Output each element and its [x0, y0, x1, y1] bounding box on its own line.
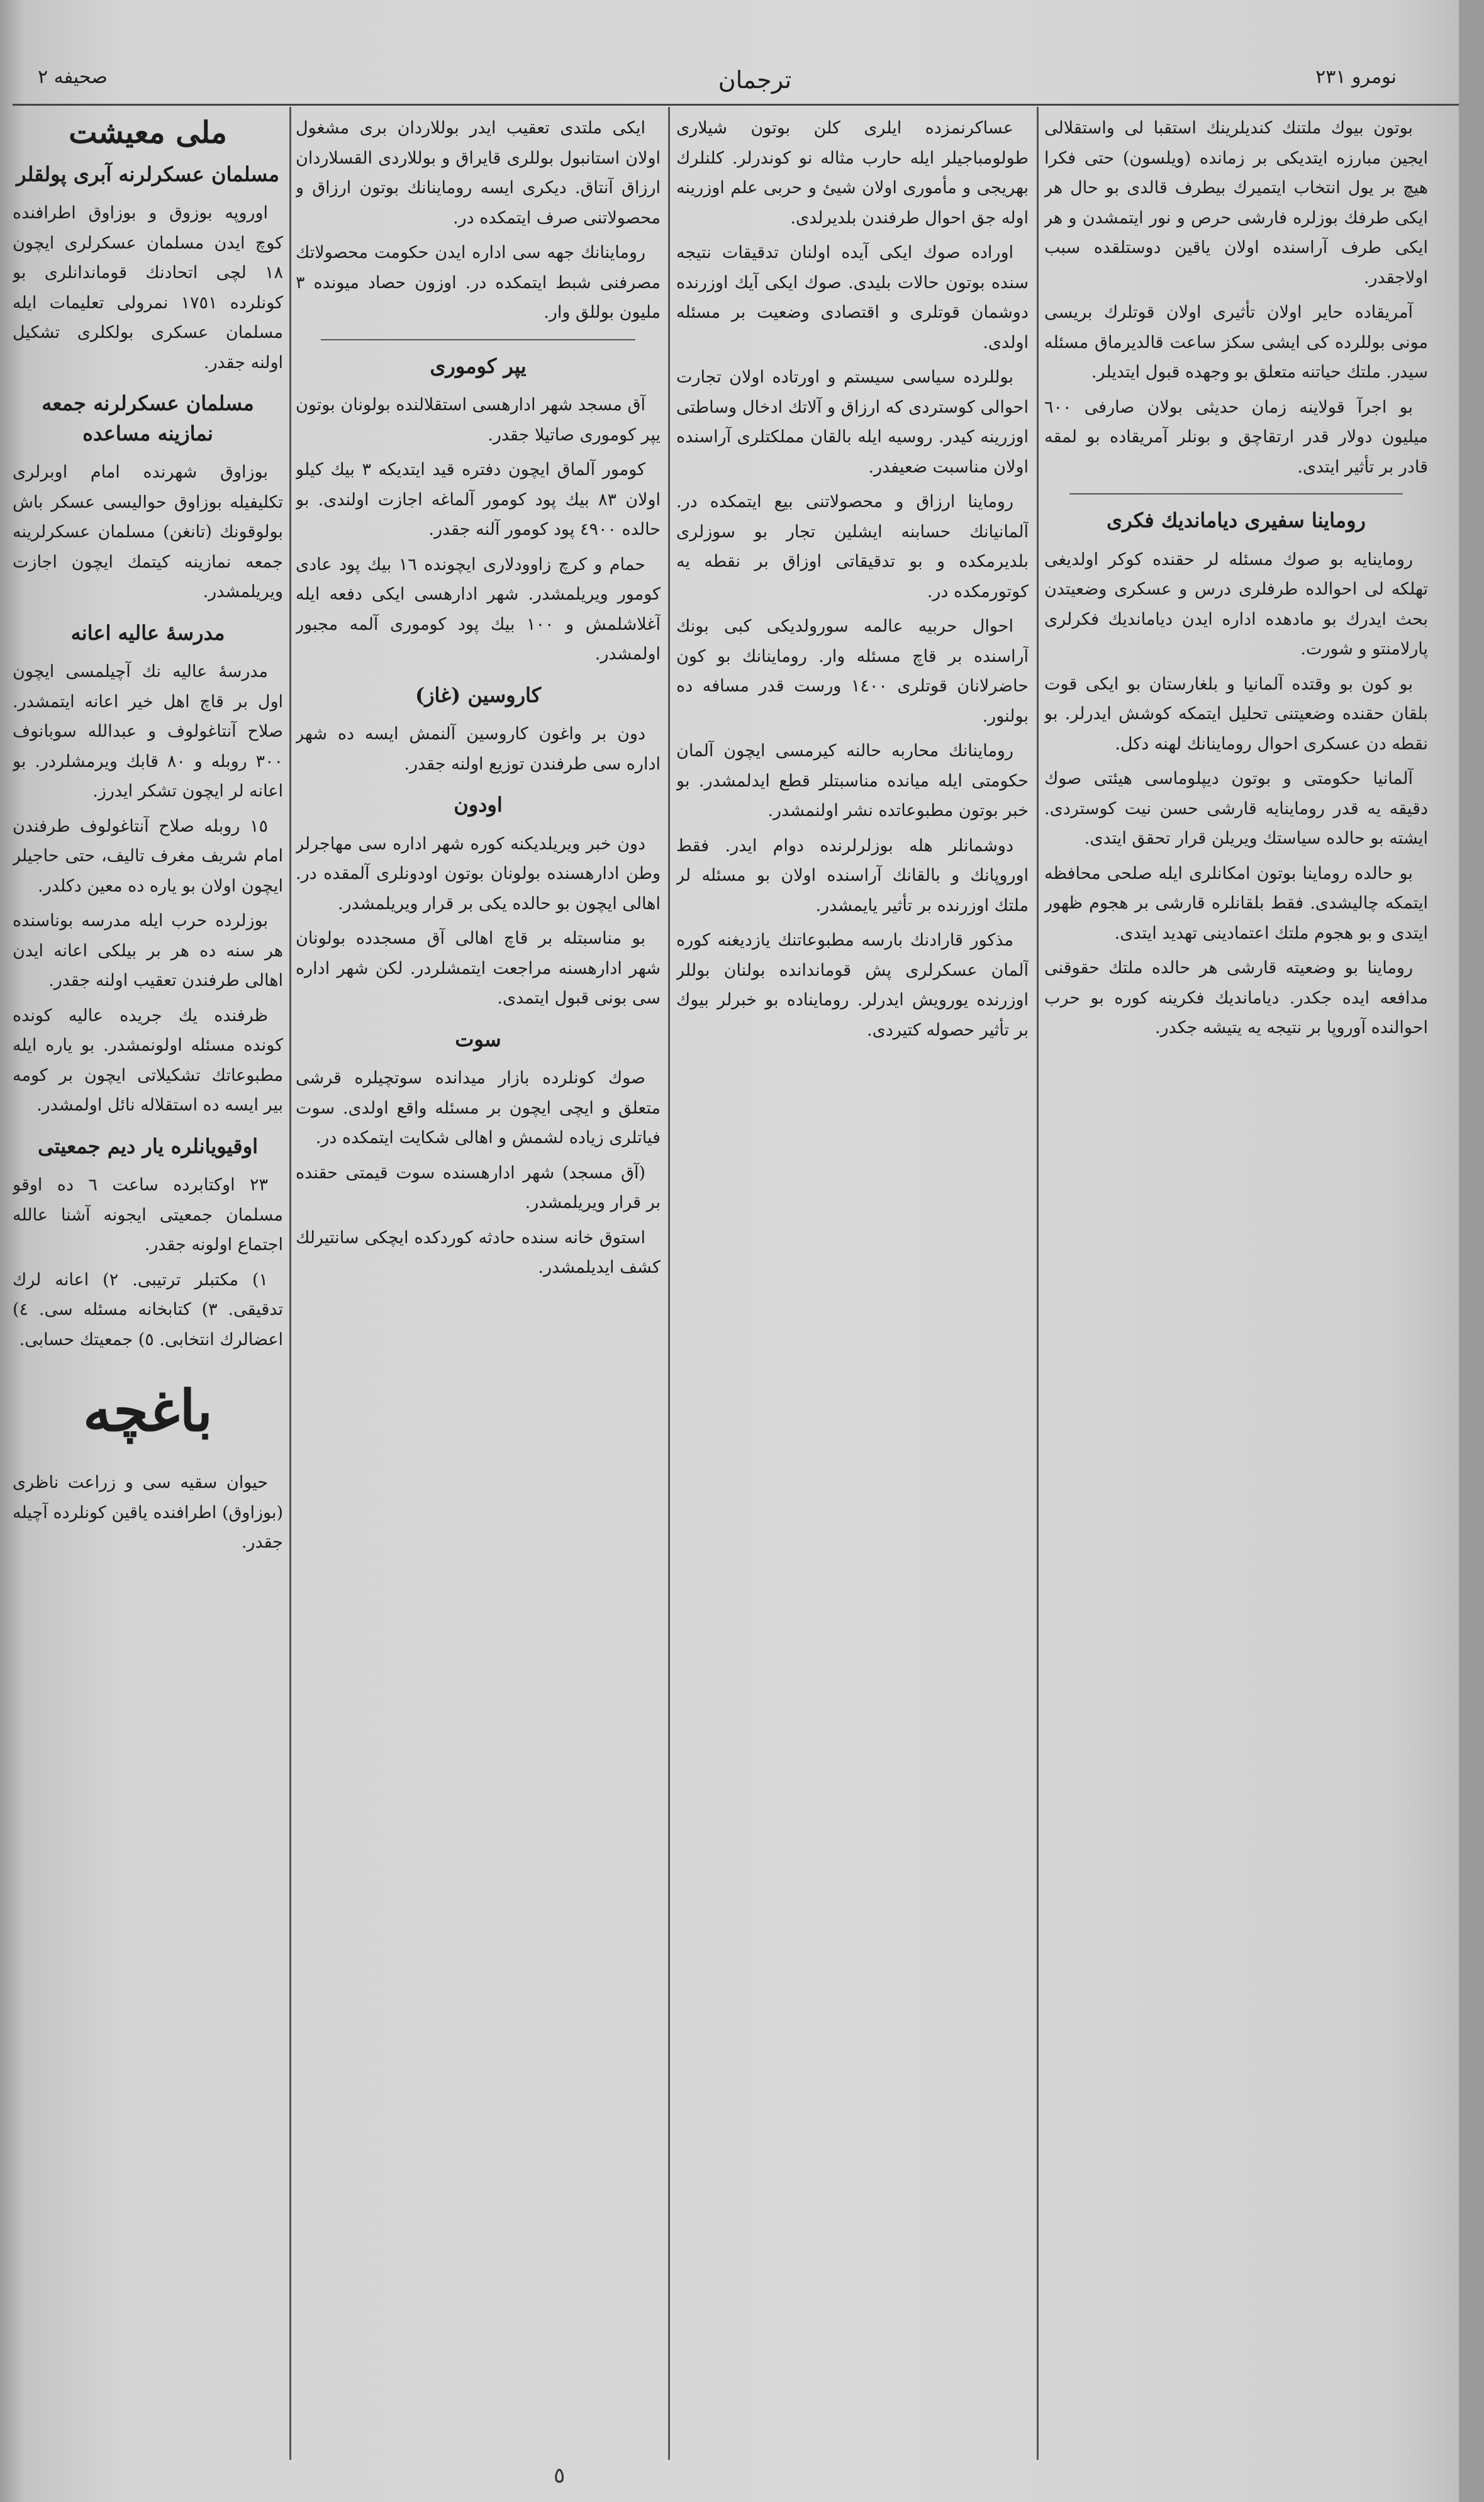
- paragraph: بوللرده سياسى سيستم و اورتاده اولان تجارت احوالى كوستردى كه ارزاق و آلاتك ادخال وساطتى اوزرينه كيدر. روسيه ايله بالقان مملكتلرى آراسنده اولان مناسبت ضعيفدر.: [676, 367, 1029, 477]
- article-heading: مسلمان عسكرلرنه جمعه نمازينه مساعده: [42, 391, 254, 445]
- column-left: [13, 113, 283, 2435]
- paragraph: عساكرنمزده ايلرى كلن بوتون شيلارى طولومباجيلر ايله حارب مثاله نو كوندرلر. كلنلرك بهريجى و مأمورى اولان شيئ و حربى علم اوزرينه اوله جق احوال طرفندن بلديرلدى.: [676, 118, 1029, 228]
- paragraph: استوق خانه سنده حادثه كوردكده ايچكى سانتيرلك كشف ايديلمشدر.: [296, 1227, 661, 1277]
- paragraph: بو مناسبتله بر قاچ اهالى آق مسجدده بولونان شهر ادارهسنه مراجعت ايتمشلردر. لكن شهر اداره سى بونى قبول ايتمدى.: [296, 929, 661, 1008]
- footer-mark: ٥: [554, 2463, 566, 2488]
- paragraph: بوتون بيوك ملتنك كنديلرينك استقبا لى واستقلالى ايجين مبارزه ايتديكى بر زمانده (ويلسون) حتى فكرا هيچ بر يول انتخاب ايتميرك بيطرف قالدى بو حال هر ايكى طرفك بوزلره فارشى حرص و نور ايتمشدن و هر ايكى طرف آراسنده اولان ياقين دوستلقده سبب اولاجقدر.: [1044, 118, 1428, 288]
- paragraph: بو حالده روماينا بوتون امكانلرى ايله صلحى محافظه ايتمكه چاليشدى. فقط بلقانلره قارشى بر هجوم ظهور ايتدى و بو هجوم ملتك اعتمادينى تهديد ايتدى.: [1044, 863, 1428, 943]
- section-title: ملى معيشت: [69, 115, 227, 150]
- paragraph: دوشمانلر هله بوزلرلرنده دوام ايدر. فقط اوروپانك و بالقانك آراسنده اولان بو مسئله لر ملتك اوزرنده بر تأثير يايمشدر.: [676, 835, 1029, 915]
- article-heading: مدرسهٔ عاليه اعانه: [70, 620, 225, 645]
- article-heading: مسلمان عسكرلرنه آبرى پولقلر: [16, 162, 279, 186]
- article-heading: يپر كومورى: [430, 354, 527, 378]
- article-heading: اودون: [454, 793, 503, 817]
- issue-number: نومرو ٢٣١: [1315, 66, 1397, 88]
- page-number-label: صحيفه ٢: [38, 66, 108, 88]
- paragraph: (آق مسجد) شهر ادارهسنده سوت قيمتى حقنده بر قرار ويريلمشدر.: [296, 1163, 661, 1212]
- column-right: [1044, 113, 1428, 2441]
- masthead-rule: [13, 104, 1472, 106]
- paragraph: روماينانك جهه سى اداره ايدن حكومت محصولاتك مصرفنى شبط ايتمكده در. اوزون حصاد ميونده ٣ مليون بوللق وار.: [296, 243, 661, 322]
- paragraph: بو كون بو وقتده آلمانيا و بلغارستان بو ايكى قوت بلقان حقنده وضعيتنى تحليل ايتمكه كوشش ايدرلر. بو نقطه دن عسكرى احوال روماينانك لهنه دكل.: [1044, 674, 1428, 754]
- column-rule: [668, 107, 670, 2460]
- article-heading: سوت: [455, 1027, 501, 1051]
- paragraph: اوراده صوك ايكى آيده اولنان تدقيقات نتيجه سنده بوتون حالات بليدى. صوك ايكى آيك اوزرنده دوشمان قوتلرى و اقتصادى وضعيت بر مسئله اولدى.: [676, 243, 1029, 352]
- paragraph: روماينايه بو صوك مسئله لر حقنده كوكر اولديغى تهلكه لى احوالده طرفلرى درس و عسكرى وضعيتدن بحث ايدرك بو مادهده اداره ايدن ديامانديك فكرلرى پارلامنتو و شورت.: [1044, 549, 1428, 659]
- column-center-right: [676, 113, 1029, 2441]
- section-rule: [1069, 493, 1403, 494]
- newspaper-title: ترجمان: [718, 66, 792, 94]
- paragraph: روماينا ارزاق و محصولاتنى بيع ايتمكده در. آلمانيانك حسابنه ايشلين تجار بو سوزلرى بلديرمكده و بو تدقيقاتى اوزاق بر نقطه يه كوتورمكده در.: [676, 492, 1029, 601]
- paragraph: ظرفنده يك جريده عاليه كونده كونده مسئله اولونمشدر. بو ياره ايله مطبوعاتك تشكيلاتى ايچون بر كومه بير ايسه ده استقلاله نائل اولمشدر.: [13, 1005, 283, 1115]
- page-edge: [1459, 0, 1484, 2502]
- paragraph: آمريقاده حاير اولان تأثيرى اولان قوتلرك بريسى مونى بوللرده كى ايشى سكز ساعت قالديرماق مسئله سيدر. ملتك حياتنه متعلق بو وجهده قبول ايتديلر.: [1044, 303, 1428, 382]
- article-heading: اوقيويانلره يار ديم جمعيتى: [37, 1134, 259, 1158]
- paragraph: كومور آلماق ايچون دفتره قيد ايتديكه ٣ بيك كيلو اولان ٨٣ بيك پود كومور آلماغه اجازت اولندى. بو حالده ٤٩٠٠ پود كومور آلنه جقدر.: [296, 460, 661, 539]
- paragraph: آلمانيا حكومتى و بوتون ديپلوماسى هيئتى صوك دقيقه يه قدر روماينايه قارشى حسن نيت كوستردى. ايشته بو حالده سياستك ويريلن قرار تحقق ايتدى.: [1044, 769, 1428, 848]
- masthead: [13, 60, 1472, 110]
- paragraph: دون بر واغون كاروسين آلنمش ايسه ده شهر اداره سى طرفندن توزيع اولنه جقدر.: [296, 724, 661, 774]
- paragraph: اوروپه بوزوق و بوزاوق اطرافنده كوچ ايدن مسلمان عسكرلرى ايچون ١٨ لچى اتحادنك قوماندانلرى بو كونلرده ١٧٥١ نمرولى تعليمات ايله مسلمان عسكرى بولكلرى تشكيل اولنه جقدر.: [13, 203, 283, 372]
- column-center-left: [296, 113, 661, 2435]
- paragraph: بوزاوق شهرنده امام اوبرلرى تكليفيله بوزاوق حواليسى عسكر باش بولوقونك (تانغن) مسلمان عسكرلرينه جمعه نمازينه كيتمك ايچون اجازت ويريلمشدر.: [13, 462, 283, 601]
- paragraph: حيوان سقيه سى و زراعت ناظرى (بوزاوق) اطرافنده ياقين كونلرده آچيله جقدر.: [13, 1473, 283, 1552]
- column-rule: [1037, 107, 1039, 2460]
- paragraph: آق مسجد شهر ادارهسى استقلالنده بولونان بوتون يپر كوموری صاتيلا جقدر.: [296, 395, 661, 445]
- paragraph: ٢٣ اوكتابرده ساعت ٦ ده اوقو مسلمان جمعيتى ايجونه آشنا عالله اجتماع اولونه جقدر.: [13, 1175, 283, 1254]
- paragraph: احوال حربيه عالمه سورولديكى كبى بونك آراسنده بر قاچ مسئله وار. روماينانك بو كون حاضرلانان قوتلرى ١٤٠٠ ورست قدر مسافه ده بولنور.: [676, 617, 1029, 726]
- paragraph: ١) مكتبلر ترتيبى. ٢) اعانه لرك تدقيقى. ٣) كتابخانه مسئله سى. ٤) اعضالرك انتخابى. ٥) جمعيتك حسابى.: [13, 1270, 283, 1349]
- paragraph: ١٥ روبله صلاح آنتاغولوف طرفندن امام شريف مغرف تاليف، حتى حاجيلر ايچون اولان بو ياره ده معين دكلدر.: [13, 816, 283, 896]
- paragraph: دون خبر ويريلديكنه كوره شهر اداره سى مهاجرلر وطن ادارهسنده بولونان بوتون اودونلرى آلمقده در. اهالى ايچون بو حالده يكى بر قرار ويريلمشدر.: [296, 834, 661, 913]
- paragraph: بو اجرآ قولاينه زمان حديثى بولان صارفى ٦٠٠ ميليون دولار قدر ارتقاچق و بونلر آمريقاده بو لمقه قادر بر تأثير ايتدى.: [1044, 397, 1428, 477]
- column-rule: [289, 107, 291, 2460]
- paragraph: روماينا بو وضعيته قارشى هر حالده ملتك حقوقنى مدافعه ايده جكدر. ديامانديك فكرينه كوره بو حرب احوالنده آوروپا بر نتيجه يه يتيشه جكدر.: [1044, 958, 1428, 1037]
- paragraph: صوك كونلرده بازار ميدانده سوتچيلره قرشى متعلق و ايچى ايچون بر مسئله واقع اولدى. سوت فياتلرى زياده لشمش و اهالى شكايت ايتمكده در.: [296, 1068, 661, 1148]
- section-rule: [321, 339, 635, 340]
- paragraph: روماينانك محاربه حالنه كيرمسى ايچون آلمان حكومتى ايله ميانده مناسبتلر قطع ايدلمشدر. بو خبر بوتون مطبوعاتده نشر اولنمشدر.: [676, 741, 1029, 820]
- article-heading: كاروسين (غاز): [415, 683, 542, 707]
- paragraph: بوزلرده حرب ايله مدرسه بوناسنده هر سنه ده هر بر بيلكى اعانه ايدن اهالى طرفندن تعقيب اولنه جقدر.: [13, 911, 283, 990]
- paragraph: مدرسهٔ عاليه نك آچيلمسى ايچون اول بر قاچ اهل خير اعانه ايتمشدر. صلاح آنتاغولوف و عبدالله سوبانوف ٣٠٠ روبله و ٨٠ قابك ويرمشلردر. بو اعانه لر ايچون تشكر ايدرز.: [13, 662, 283, 801]
- paragraph: حمام و كرچ زاوودلارى ايچونده ١٦ بيك پود عادى كومور ويريلمشدر. شهر ادارهسى ايكى دفعه ايله آغلاشلمش و ١٠٠ بيك پود كومورى آلمه مجبور اولمشدر.: [296, 554, 661, 664]
- paragraph: مذكور قارادنك بارسه مطبوعاتنك يازديغنه كوره آلمان عسكرلرى پش قوماندانده بولنان بوللر اوزرنده يورويش ايدرلر. رومايناده بو خبرلر بيوك بر تأثير حصوله كتيردى.: [676, 930, 1029, 1040]
- section-title-large: باغچه: [83, 1378, 213, 1444]
- paragraph: ايكى ملتدى تعقيب ايدر بوللاردان برى مشغول اولان استانبول بوللرى قايراق و بوللاردى القسلاردان ارزاق آنتاق. ديكرى ايسه روماينانك بوتون ارزاق و محصولاتنى صرف ايتمكده در.: [296, 118, 661, 228]
- article-heading: روماينا سفيرى ديامانديك فكرى: [1107, 508, 1366, 532]
